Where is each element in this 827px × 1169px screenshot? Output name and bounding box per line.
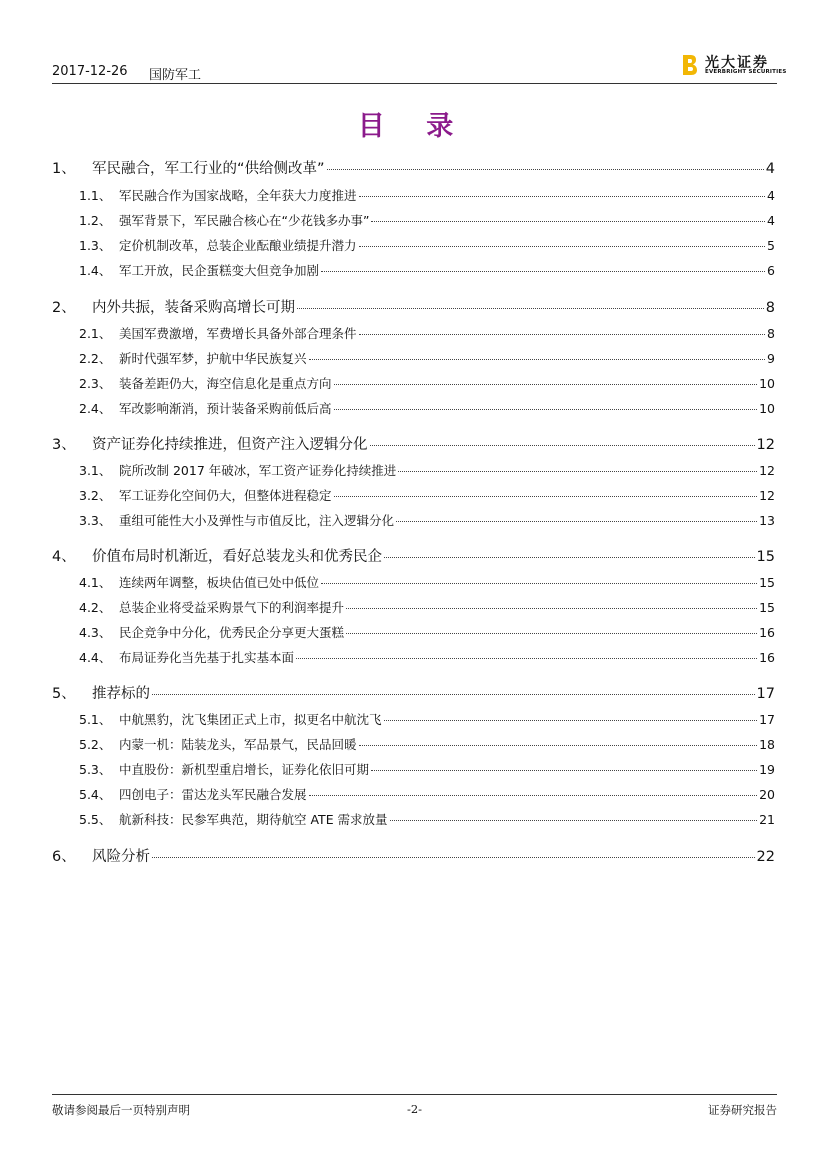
toc-section-entry[interactable] xyxy=(79,374,775,392)
toc-entry-title: 四创电子：雷达龙头军民融合发展 xyxy=(119,787,307,802)
toc-entry-number: 5、 xyxy=(52,686,76,702)
toc-entry-title: 军工开放，民企蛋糕变大但竞争加剧 xyxy=(119,263,320,278)
toc-entry-number: 1.4、 xyxy=(79,263,112,278)
toc-entry-title: 风险分析 xyxy=(92,849,150,865)
toc-entry-page: 4 xyxy=(767,213,775,228)
toc-entry-number: 5.5、 xyxy=(79,812,112,827)
toc-dot-leader xyxy=(396,521,757,522)
toc-section-entry[interactable] xyxy=(79,710,775,728)
toc-dot-leader xyxy=(334,496,758,497)
toc-entry-title: 布局证券化当先基于扎实基本面 xyxy=(119,650,295,665)
toc-entry-number: 5.4、 xyxy=(79,787,112,802)
toc-section-entry[interactable] xyxy=(79,486,775,504)
toc-dot-leader xyxy=(359,334,766,335)
toc-entry-title: 装备差距仍大，海空信息化是重点方向 xyxy=(119,376,332,391)
header-divider xyxy=(52,83,777,84)
toc-entry-number: 2.1、 xyxy=(79,326,112,341)
toc-dot-leader xyxy=(359,246,766,247)
toc-entry-title: 定价机制改革，总装企业酝酿业绩提升潜力 xyxy=(119,238,357,253)
toc-section-entry[interactable] xyxy=(79,735,775,753)
toc-entry-title: 强军背景下，军民融合核心在“少花钱多办事” xyxy=(119,213,370,228)
footer-doc-type: 证券研究报告 xyxy=(708,1103,777,1117)
footer-divider xyxy=(52,1094,777,1095)
toc-section-entry[interactable] xyxy=(79,461,775,479)
toc-section-entry[interactable] xyxy=(79,261,775,279)
toc-entry-page: 21 xyxy=(759,812,775,827)
toc-section-entry[interactable] xyxy=(79,760,775,778)
toc-section-entry[interactable] xyxy=(79,399,775,417)
toc-entry-number: 5.2、 xyxy=(79,737,112,752)
toc-entry-page: 15 xyxy=(759,575,775,590)
toc-entry-page: 12 xyxy=(756,437,775,453)
toc-entry-title: 军民融合作为国家战略，全年获大力度推进 xyxy=(119,188,357,203)
toc-entry-number: 1.2、 xyxy=(79,213,112,228)
toc-entry-page: 18 xyxy=(759,737,775,752)
toc-entry-title: 航新科技：民参军典范，期待航空 ATE 需求放量 xyxy=(119,812,388,827)
toc-entry-number: 3.2、 xyxy=(79,488,112,503)
toc-dot-leader xyxy=(152,694,755,695)
toc-section-entry[interactable] xyxy=(79,648,775,666)
toc-entry-page: 22 xyxy=(756,849,775,865)
company-logo xyxy=(681,50,787,80)
toc-dot-leader xyxy=(384,557,755,558)
toc-entry-title: 总装企业将受益采购景气下的利润率提升 xyxy=(119,600,345,615)
toc-entry-number: 3.3、 xyxy=(79,513,112,528)
toc-dot-leader xyxy=(371,221,765,222)
toc-entry-title: 推荐标的 xyxy=(92,686,150,702)
report-date: 2017-12-26 xyxy=(52,64,128,79)
toc-entry-title: 资产证券化持续推进，但资产注入逻辑分化 xyxy=(92,437,368,453)
toc-dot-leader xyxy=(359,196,766,197)
toc-entry-page: 12 xyxy=(759,463,775,478)
toc-dot-leader xyxy=(371,770,757,771)
logo-mark-icon xyxy=(681,54,699,76)
toc-entry-page: 19 xyxy=(759,762,775,777)
toc-section-entry[interactable] xyxy=(79,598,775,616)
toc-dot-leader xyxy=(334,384,758,385)
toc-section-entry[interactable] xyxy=(79,349,775,367)
toc-entry-title: 中航黑豹，沈飞集团正式上市，拟更名中航沈飞 xyxy=(119,712,382,727)
toc-dot-leader xyxy=(309,795,758,796)
toc-chapter-entry[interactable] xyxy=(52,845,775,866)
toc-dot-leader xyxy=(321,271,765,272)
toc-entry-page: 13 xyxy=(759,513,775,528)
toc-chapter-entry[interactable] xyxy=(52,157,775,178)
toc-entry-title: 美国军费激增，军费增长具备外部合理条件 xyxy=(119,326,357,341)
toc-section-entry[interactable] xyxy=(79,623,775,641)
toc-entry-title: 重组可能性大小及弹性与市值反比，注入逻辑分化 xyxy=(119,513,395,528)
toc-entry-number: 5.3、 xyxy=(79,762,112,777)
toc-chapter-entry[interactable] xyxy=(52,433,775,454)
toc-entry-number: 2、 xyxy=(52,300,76,316)
toc-dot-leader xyxy=(296,658,757,659)
logo-chinese-name: 光大证券 xyxy=(705,55,769,71)
toc-section-entry[interactable] xyxy=(79,810,775,828)
toc-dot-leader xyxy=(359,745,758,746)
toc-entry-number: 4.3、 xyxy=(79,625,112,640)
toc-entry-page: 17 xyxy=(756,686,775,702)
toc-entry-page: 16 xyxy=(759,650,775,665)
toc-dot-leader xyxy=(398,471,757,472)
toc-entry-title: 院所改制 2017 年破冰，军工资产证券化持续推进 xyxy=(119,463,397,478)
toc-entry-title: 军工证券化空间仍大，但整体进程稳定 xyxy=(119,488,332,503)
toc-entry-number: 4.1、 xyxy=(79,575,112,590)
logo-english-name: EVERBRIGHT SECURITIES xyxy=(705,69,787,75)
toc-entry-title: 民企竞争中分化，优秀民企分享更大蛋糕 xyxy=(119,625,345,640)
toc-dot-leader xyxy=(346,633,757,634)
toc-dot-leader xyxy=(346,608,757,609)
toc-entry-title: 内外共振，装备采购高增长可期 xyxy=(92,300,295,316)
page-footer xyxy=(52,1094,777,1124)
toc-entry-title: 内蒙一机：陆装龙头，军品景气，民品回暖 xyxy=(119,737,357,752)
toc-entry-number: 2.2、 xyxy=(79,351,112,366)
toc-entry-title: 连续两年调整，板块估值已处中低位 xyxy=(119,575,320,590)
toc-dot-leader xyxy=(327,169,764,170)
toc-section-entry[interactable] xyxy=(79,785,775,803)
toc-entry-page: 15 xyxy=(759,600,775,615)
toc-entry-number: 2.4、 xyxy=(79,401,112,416)
toc-entry-title: 军民融合，军工行业的“供给侧改革” xyxy=(92,161,325,177)
toc-entry-page: 5 xyxy=(767,238,775,253)
toc-entry-number: 6、 xyxy=(52,849,76,865)
toc-dot-leader xyxy=(370,445,755,446)
toc-entry-number: 1.1、 xyxy=(79,188,112,203)
toc-entry-page: 17 xyxy=(759,712,775,727)
toc-entry-number: 1、 xyxy=(52,161,76,177)
toc-entry-page: 8 xyxy=(765,300,775,316)
toc-entry-number: 2.3、 xyxy=(79,376,112,391)
toc-entry-page: 16 xyxy=(759,625,775,640)
toc-entry-page: 4 xyxy=(767,188,775,203)
toc-entry-title: 新时代强军梦，护航中华民族复兴 xyxy=(119,351,307,366)
toc-entry-number: 4.4、 xyxy=(79,650,112,665)
toc-dot-leader xyxy=(297,308,764,309)
toc-entry-page: 6 xyxy=(767,263,775,278)
toc-section-entry[interactable] xyxy=(79,236,775,254)
toc-dot-leader xyxy=(384,720,758,721)
toc-section-entry[interactable] xyxy=(79,186,775,204)
toc-section-entry[interactable] xyxy=(79,573,775,591)
toc-dot-leader xyxy=(334,409,758,410)
toc-section-entry[interactable] xyxy=(79,324,775,342)
toc-entry-number: 4.2、 xyxy=(79,600,112,615)
toc-entry-number: 5.1、 xyxy=(79,712,112,727)
toc-chapter-entry[interactable] xyxy=(52,545,775,566)
toc-entry-title: 价值布局时机渐近，看好总装龙头和优秀民企 xyxy=(92,549,382,565)
footer-disclaimer: 敬请参阅最后一页特别声明 xyxy=(52,1103,190,1117)
toc-chapter-entry[interactable] xyxy=(52,682,775,703)
toc-entry-page: 12 xyxy=(759,488,775,503)
toc-entry-page: 8 xyxy=(767,326,775,341)
toc-entry-page: 10 xyxy=(759,401,775,416)
toc-entry-number: 3.1、 xyxy=(79,463,112,478)
toc-entry-number: 3、 xyxy=(52,437,76,453)
toc-entry-page: 20 xyxy=(759,787,775,802)
toc-entry-number: 4、 xyxy=(52,549,76,565)
page-header xyxy=(52,50,787,84)
toc-entry-page: 4 xyxy=(765,161,775,177)
toc-dot-leader xyxy=(309,359,766,360)
toc-dot-leader xyxy=(152,857,755,858)
toc-section-entry[interactable] xyxy=(79,211,775,229)
footer-page-number: -2- xyxy=(406,1102,423,1116)
report-sector: 国防军工 xyxy=(149,68,202,83)
toc-chapter-entry[interactable] xyxy=(52,296,775,317)
toc-entry-title: 中直股份：新机型重启增长，证券化依旧可期 xyxy=(119,762,370,777)
toc-entry-page: 10 xyxy=(759,376,775,391)
toc-entry-title: 军改影响渐消，预计装备采购前低后高 xyxy=(119,401,332,416)
toc-entry-page: 9 xyxy=(767,351,775,366)
toc-dot-leader xyxy=(321,583,757,584)
toc-dot-leader xyxy=(390,820,758,821)
toc-section-entry[interactable] xyxy=(79,511,775,529)
toc-entry-number: 1.3、 xyxy=(79,238,112,253)
toc-entry-page: 15 xyxy=(756,549,775,565)
toc-title: 目 录 xyxy=(357,111,470,142)
